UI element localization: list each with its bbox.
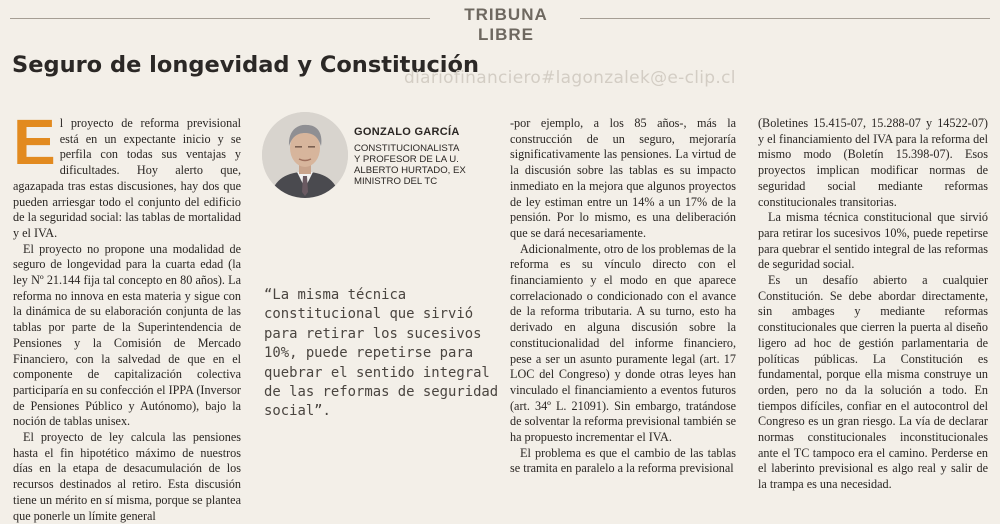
paragraph: (Boletines 15.415-07, 15.288-07 y 14522-07) y el financiamiento del IVA para la reforma del mismo modo (Boletín 15.398-07). Esos proyectos implican modificar normas de seguridad social mediante reformas constitucionales transitorias. — [758, 116, 988, 209]
author-role — [354, 143, 494, 187]
paragraph: La misma técnica constitucional que sirvió para retirar los sucesivos 10%, puede repetirse para quebrar el sentido integral de las reformas de seguridad social. — [758, 210, 988, 272]
article-column-4 — [758, 116, 988, 493]
author-name: GONZALO GARCÍA — [354, 126, 460, 138]
headline: Seguro de longevidad y Constitución — [12, 52, 479, 78]
section-rule-left — [10, 18, 430, 19]
paragraph: El proyecto no propone una modalidad de seguro de longevidad para la cuarta edad (la ley Nº 21.144 fija tal concepto en 80 años). La reforma no innova en esta materia y sigue con la dinámica de su elaboración conjunta de las tablas por parte de la Superintendencia de Pensiones y la Comisión de Mercado Financiero, con la salvedad de que en el componente de capitalización colectiva participaría en su confección el IPPA (Inversor de Pensiones Público y Autónomo), bajo la noción de tablas unisex. — [13, 241, 241, 429]
pull-quote-line: quebrar el sentido integral — [264, 364, 490, 381]
pull-quote-line: de las reformas de seguridad — [264, 384, 499, 401]
author-role-line: ALBERTO HURTADO, EX — [354, 165, 466, 176]
pull-quote-line: para retirar los sucesivos — [264, 325, 482, 342]
paragraph: Es un desafío abierto a cualquier Constitución. Se debe abordar directamente, sin ambages y mediante reformas constitucionales que cierren la puerta al diseño ligero ad hoc de gestión parlamentaria de políticas públicas. La Constitución es fundamental, porque ella misma construye un orden, pero no da la solución a todo. En tiempos difíciles, confiar en el autocontrol del Congreso es un gran riesgo. La vía de declarar normas constitucionales inconstitucionales ante el TC tampoco era el camino. Perderse en el laberinto previsional es algo real y salir de la trampa es una necesidad. — [758, 273, 988, 492]
pull-quote-line: “La misma técnica — [264, 287, 407, 303]
paragraph: Adicionalmente, otro de los problemas de la reforma es su vínculo directo con el financiamiento y el modo en que aparece correlacionado o condicionado con el avance de la reforma tributaria. A su turno, esto ha derivado en alguna discusión sobre la constitucionalidad del informe financiero, pese a ser un asunto puramente legal (art. 17 LOC del Congreso) y donde otras leyes han vinculado el financiamiento a eventos futuros (art. 34º L. 21091). Sin embargo, tratándose de solventar la reforma previsional también se ha propuesto incrementar el IVA. — [510, 241, 736, 445]
watermark: diariofinanciero#lagonzalek@e-clip.cl — [404, 68, 736, 88]
paragraph: El proyecto de ley calcula las pensiones hasta el fin hipotético máximo de nuestros días en la etapa de desacumulación de los recursos destinados al retiro. Esta discusión tiene un mérito en sí misma, porque se plantea que ponerle un límite general — [13, 430, 241, 523]
pull-quote-line: constitucional que sirvió — [264, 306, 474, 323]
paragraph: El problema es que el cambio de las tablas se tramita en paralelo a la reforma previsional — [510, 445, 736, 476]
author-role-line: Y PROFESOR DE LA U. — [354, 154, 459, 165]
paragraph: -por ejemplo, a los 85 años-, más la construcción de un seguro, mejoraría significativamente las pensiones. La virtud de la discusión sobre las tablas es su impacto inmediato en la mejora que algunos proyectos de ley estiman entre un 14% a un 17% de la pensión. Por lo mismo, es una deliberación que se dará necesariamente. — [510, 116, 736, 240]
pull-quote — [264, 286, 499, 422]
pull-quote-line: 10%, puede repetirse para — [264, 345, 474, 362]
author-photo — [262, 112, 348, 198]
section-label: TRIBUNA LIBRE — [464, 5, 548, 44]
paragraph — [13, 106, 241, 242]
author-portrait-icon — [262, 112, 348, 198]
section-rule-right — [580, 18, 990, 19]
paragraph-text: l proyecto de reforma previsional está en un expectante inicio y se perfila con todas sus ventajas y dificultades. Hoy alerto que, agazapada tras estas discusiones, hay dos que pueden arriesgar todo el conjunto del edificio de la seguridad social: las tablas de mortalidad y el IVA. — [13, 116, 241, 240]
article-column-3 — [510, 116, 736, 477]
author-role-line: CONSTITUCIONALISTA — [354, 143, 460, 154]
drop-cap: E — [13, 106, 56, 178]
article-column-1 — [13, 106, 241, 524]
author-role-line: MINISTRO DEL TC — [354, 176, 438, 187]
pull-quote-line: social”. — [264, 403, 331, 420]
